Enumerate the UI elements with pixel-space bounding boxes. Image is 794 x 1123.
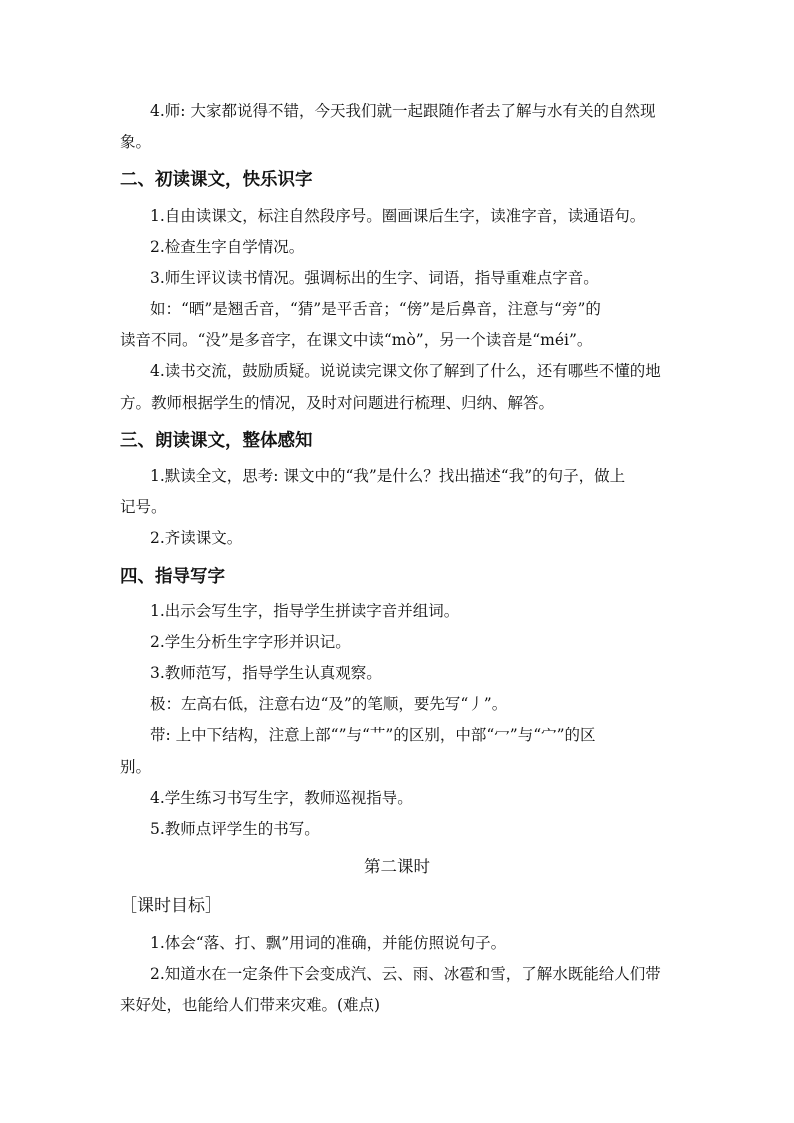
paragraph-line: 4.师: 大家都说得不错，今天我们就一起跟随作者去了解与水有关的自然现	[150, 102, 656, 120]
paragraph-line: 来好处，也能给人们带来灾难。(难点)	[120, 996, 381, 1014]
paragraph-line: 方。教师根据学生的情况，及时对问题进行梳理、归纳、解答。	[120, 394, 555, 412]
paragraph-line: 3.师生评议读书情况。强调标出的生字、词语，指导重难点字音。	[150, 269, 599, 287]
paragraph-line: 1.自由读课文，标注自然段序号。圈画课后生字，读准字音，读通语句。	[150, 207, 646, 225]
paragraph-line: 4.学生练习书写生字，教师巡视指导。	[150, 789, 413, 807]
paragraph-line: 2.齐读课文。	[150, 529, 243, 547]
paragraph-line: 1.默读全文，思考: 课文中的“我”是什么？找出描述“我”的句子，做上	[150, 467, 626, 485]
paragraph-line: 2.学生分析生字字形并识记。	[150, 633, 351, 651]
paragraph-line: 2.知道水在一定条件下会变成汽、云、雨、冰雹和雪，了解水既能给人们带	[150, 965, 661, 983]
paragraph-line: 2.检查生字自学情况。	[150, 238, 305, 256]
paragraph-line: 象。	[120, 133, 152, 151]
paragraph-line: 极：左高右低，注意右边“及”的笔顺，要先写“丿”。	[150, 695, 508, 713]
lesson-title: 第二课时	[364, 857, 430, 876]
section-heading: 三、朗读课文，整体感知	[120, 431, 313, 451]
paragraph-line: 4.读书交流，鼓励质疑。说说读完课文你了解到了什么，还有哪些不懂的地	[150, 362, 661, 380]
paragraph-line: 带: 上中下结构，注意上部“”与“艹”的区别，中部“冖”与“宀”的区	[150, 726, 596, 744]
objectives-label: ［课时目标］	[120, 896, 222, 916]
paragraph-line: 1.体会“落、打、飘”用词的准确，并能仿照说句子。	[150, 934, 507, 952]
paragraph-line: 别。	[120, 758, 152, 776]
section-heading: 四、指导写字	[120, 567, 225, 587]
paragraph-line: 如：“晒”是翘舌音，“猜”是平舌音；“傍”是后鼻音，注意与“旁”的	[150, 300, 601, 318]
paragraph-line: 读音不同。“没”是多音字，在课文中读“mò”，另一个读音是“méi”。	[120, 331, 593, 349]
section-heading: 二、初读课文，快乐识字	[120, 170, 313, 190]
paragraph-line: 1.出示会写生字，指导学生拼读字音并组词。	[150, 602, 460, 620]
paragraph-line: 记号。	[120, 498, 167, 516]
paragraph-line: 3.教师范写，指导学生认真观察。	[150, 664, 382, 682]
paragraph-line: 5.教师点评学生的书写。	[150, 820, 320, 838]
